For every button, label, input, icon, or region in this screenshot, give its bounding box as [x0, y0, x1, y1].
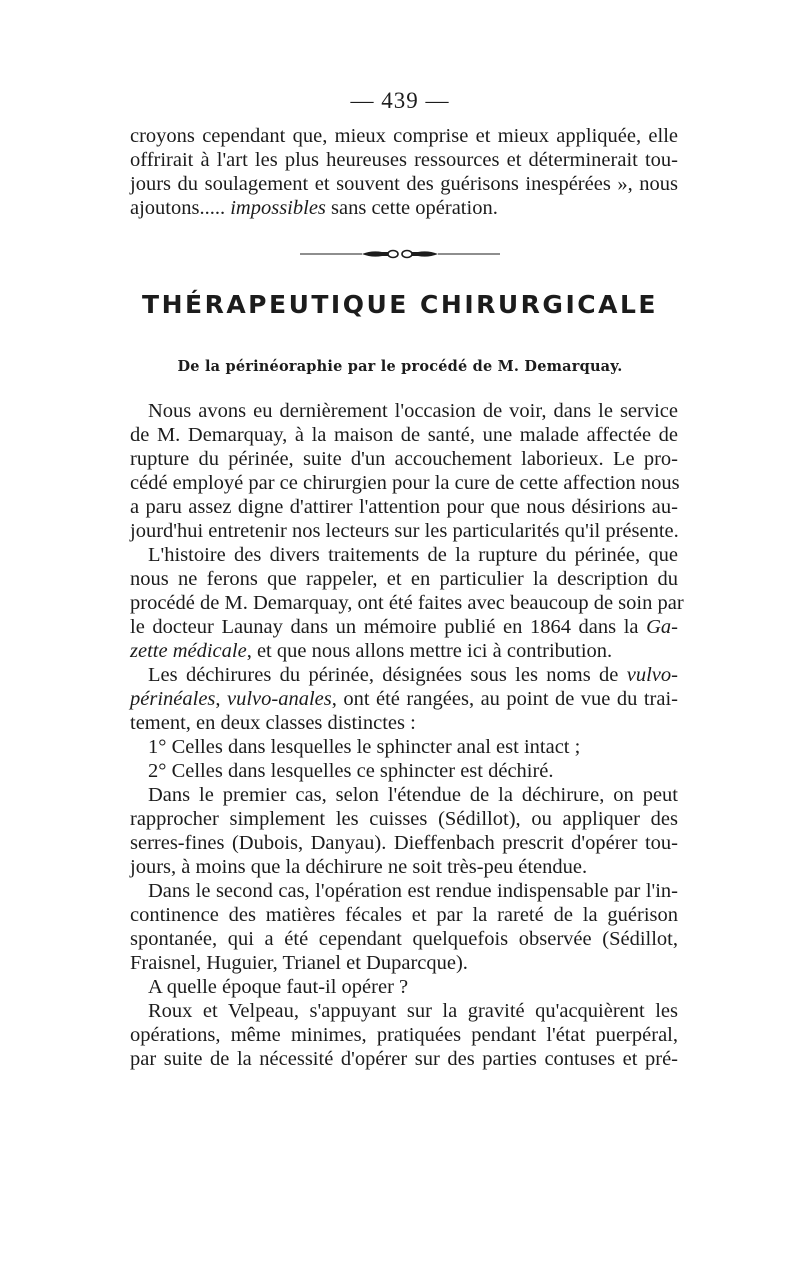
article-body [130, 399, 684, 1071]
text-line: Nous avons eu dernièrement l'occasion de voir, dans le service [148, 400, 678, 422]
intro-paragraph [130, 124, 678, 220]
text-line: Dans le premier cas, selon l'étendue de la déchirure, on peut [148, 784, 678, 806]
text-line: spontanée, qui a été cependant quelquefois observée (Sédillot, [130, 928, 678, 950]
text-line: A quelle époque faut-il opérer ? [148, 976, 409, 998]
text-line: offrirait à l'art les plus heureuses ressources et déterminerait tou- [130, 149, 678, 171]
text-line: croyons cependant que, mieux comprise et mieux appliquée, elle [130, 125, 678, 147]
text-line: périnéales, vulvo-anales, ont été rangées, au point de vue du trai- [130, 688, 678, 710]
text-line: jourd'hui entretenir nos lecteurs sur les particularités qu'il présente. [130, 520, 679, 542]
text-line: rupture du périnée, suite d'un accouchement laborieux. Le pro- [130, 448, 678, 470]
text-line: continence des matières fécales et par la rareté de la guérison [130, 904, 678, 926]
text-line: zette médicale, et que nous allons mettre ici à contribution. [130, 640, 613, 662]
text-line: a paru assez digne d'attirer l'attention pour que nous désirions au- [130, 496, 678, 518]
text-line: cédé employé par ce chirurgien pour la cure de cette affection nous [130, 472, 680, 494]
text-line: opérations, même minimes, pratiquées pendant l'état puerpéral, [130, 1024, 678, 1046]
text-line: ajoutons..... impossibles sans cette opération. [130, 197, 498, 219]
text-line: le docteur Launay dans un mémoire publié en 1864 dans la Ga- [130, 616, 678, 638]
text-line: Fraisnel, Huguier, Trianel et Duparcque). [130, 952, 468, 974]
text-line: Roux et Velpeau, s'appuyant sur la gravité qu'acquièrent les [148, 1000, 678, 1022]
text-line: jours du soulagement et souvent des guérisons inespérées », nous [130, 173, 678, 195]
text-line: serres-fines (Dubois, Danyau). Dieffenbach prescrit d'opérer tou- [130, 832, 678, 854]
text-line: Dans le second cas, l'opération est rendue indispensable par l'in- [148, 880, 678, 902]
text-line: par suite de la nécessité d'opérer sur des parties contuses et pré- [130, 1048, 678, 1070]
list-item: 2° Celles dans lesquelles ce sphincter est déchiré. [148, 760, 554, 782]
list-item: 1° Celles dans lesquelles le sphincter anal est intact ; [148, 736, 581, 758]
section-subheading: De la périnéoraphie par le procédé de M. Demarquay. [177, 358, 623, 375]
text-line: rapprocher simplement les cuisses (Sédillot), ou appliquer des [130, 808, 678, 830]
text-line: tement, en deux classes distinctes : [130, 712, 416, 734]
text-line: procédé de M. Demarquay, ont été faites avec beaucoup de soin par [130, 592, 684, 614]
ornamental-rule [0, 247, 800, 265]
section-heading: THÉRAPEUTIQUE CHIRURGICALE [142, 290, 658, 319]
ornament-icon [300, 248, 500, 260]
text-line: nous ne ferons que rappeler, et en particulier la description du [130, 568, 678, 590]
text-line: Les déchirures du périnée, désignées sous les noms de vulvo- [148, 664, 678, 686]
page-number: — 439 — [350, 88, 450, 113]
text-line: de M. Demarquay, à la maison de santé, une malade affectée de [130, 424, 678, 446]
text-line: jours, à moins que la déchirure ne soit très-peu étendue. [130, 856, 588, 878]
text-line: L'histoire des divers traitements de la rupture du périnée, que [148, 544, 678, 566]
